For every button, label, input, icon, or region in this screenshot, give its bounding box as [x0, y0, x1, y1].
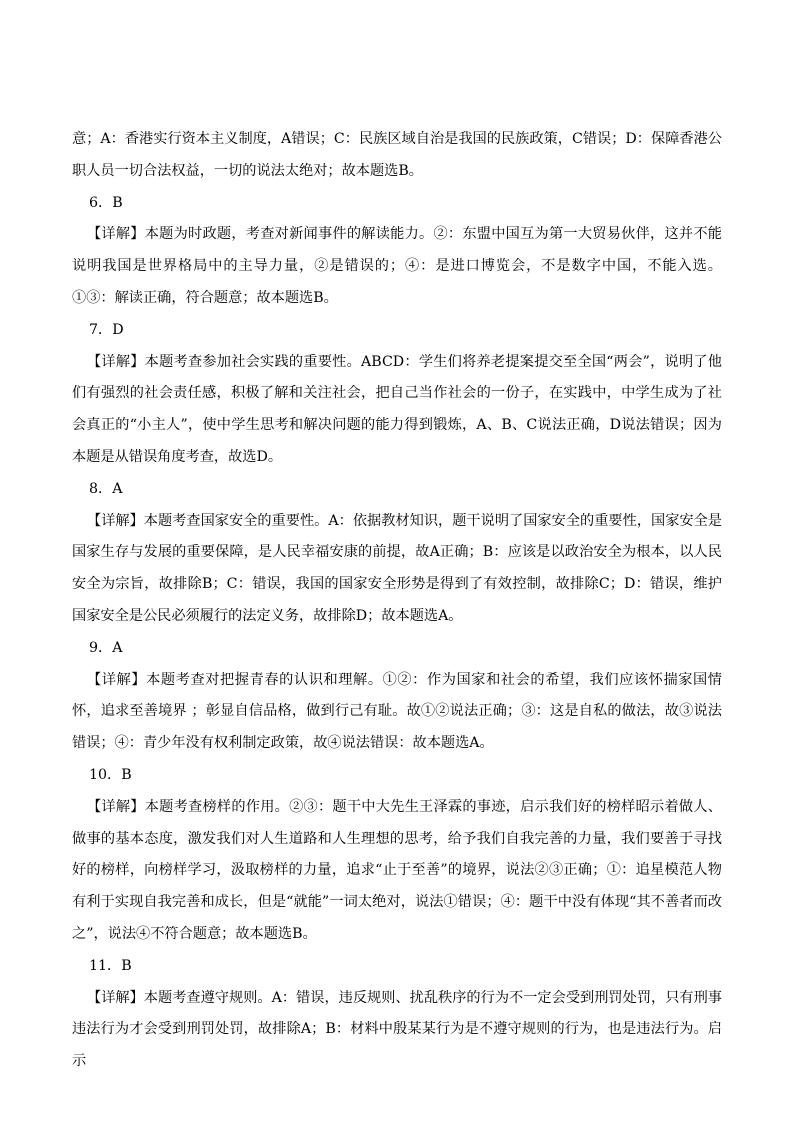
- explanation-11: 【详解】本题考查遵守规则。A：错误，违反规则、扰乱秩序的行为不一定会受到刑罚处罚，只有刑事违法行为才会受到刑罚处罚，故排除A；B：材料中殷某某行为是不遵守规则的行为，也是违法行为。启示: [72, 989, 722, 1070]
- explanation-5-continued: 意；A：香港实行资本主义制度，A错误；C：民族区域自治是我国的民族政策，C错误；D：保障香港公职人员一切合法权益，一切的说法太绝对；故本题选B。: [72, 131, 722, 179]
- answer-8: 8．A: [89, 480, 123, 497]
- answer-7: 7．D: [89, 321, 124, 338]
- explanation-6: 【详解】本题为时政题，考查对新闻事件的解读能力。②：东盟中国互为第一大贸易伙伴，这并不能说明我国是世界格局中的主导力量，②是错误的；④：是进口博览会，不是数字中国，不能入选。①③：解读正确，符合题意；故本题选B。: [72, 226, 722, 306]
- explanation-9: 【详解】本题考查对把握青春的认识和理解。①②：作为国家和社会的希望，我们应该怀揣家国情怀，追求至善境界 ；彰显自信品格，做到行己有耻。故①②说法正确；③：这是自私的做法，故③说法错误；④：青少年没有权利制定政策，故④说法错误：故本题选A。: [72, 671, 722, 752]
- answer-11: 11．B: [89, 957, 132, 974]
- answer-explanations: [72, 124, 722, 1078]
- answer-6: 6．B: [89, 194, 123, 211]
- explanation-10: 【详解】本题考查榜样的作用。②③：题干中大先生王泽霖的事迹，启示我们好的榜样昭示着做人、做事的基本态度，激发我们对人生道路和人生理想的思考，给予我们自我完善的力量，我们要善于寻找好的榜样，向榜样学习，汲取榜样的力量，追求“止于至善”的境界，说法②③正确；①：追星模范人物有利于实现自我完善和成长，但是“就能”一词太绝对，说法①错误；④：题干中没有体现“其不善者而改之”，说法④不符合题意；故本题选B。: [72, 798, 722, 942]
- explanation-8: 【详解】本题考查国家安全的重要性。A：依据教材知识，题干说明了国家安全的重要性，国家安全是国家生存与发展的重要保障，是人民幸福安康的前提，故A正确；B：应该是以政治安全为根本，以人民安全为宗旨，故排除B；C：错误，我国的国家安全形势是得到了有效控制，故排除C；D：错误，维护国家安全是公民必须履行的法定义务，故排除D；故本题选A。: [72, 512, 722, 624]
- answer-10: 10．B: [89, 766, 132, 783]
- answer-9: 9．A: [89, 639, 123, 656]
- explanation-7: 【详解】本题考查参加社会实践的重要性。ABCD：学生们将养老提案提交至全国“两会”，说明了他们有强烈的社会责任感，积极了解和关注社会，把自己当作社会的一份子，在实践中，中学生成为了社会真正的“小主人”，使中学生思考和解决问题的能力得到锻炼，A、B、C说法正确，D说法错误；因为本题是从错误角度考查，故选D。: [72, 353, 722, 465]
